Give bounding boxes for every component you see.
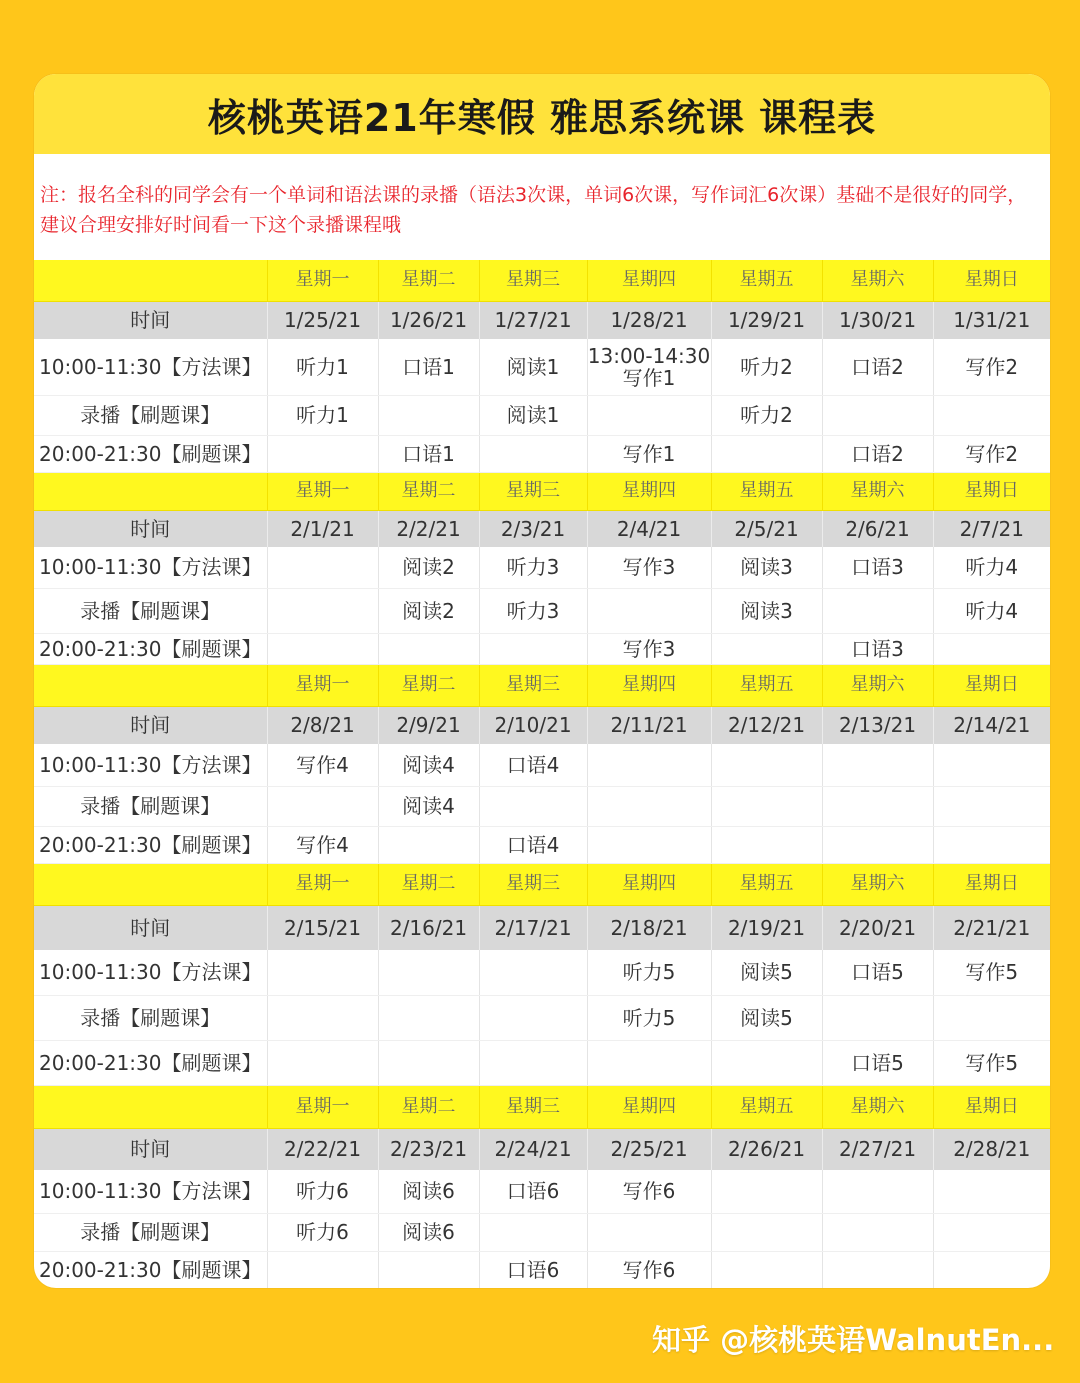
date-cell: 1/27/21 [479,301,587,339]
weekday-cell: 星期日 [933,472,1050,510]
session-label-cell: 录播【刷题课】 [34,395,267,435]
date-cell: 2/21/21 [933,905,1050,950]
class-cell [711,1040,822,1085]
class-cell: 写作3 [587,547,711,588]
date-row [34,1128,1050,1170]
header-blank-cell [34,664,267,706]
class-cell [711,786,822,826]
class-cell [933,826,1050,863]
date-cell: 1/29/21 [711,301,822,339]
note-text: 注：报名全科的同学会有一个单词和语法课的录播（语法3次课，单词6次课，写作词汇6次课）基础不是很好的同学，建议合理安排好时间看一下这个录播课程哦 [40,184,1027,236]
class-cell [933,1251,1050,1288]
class-cell: 写作1 [587,435,711,472]
class-cell [822,1170,933,1213]
class-cell: 听力3 [479,588,587,633]
class-cell [378,395,479,435]
class-cell [587,339,711,395]
class-cell [587,588,711,633]
class-cell [267,995,378,1040]
class-cell: 写作5 [933,950,1050,995]
class-cell [933,1213,1050,1251]
class-cell: 阅读2 [378,547,479,588]
session-label-cell: 20:00-21:30【刷题课】 [34,1251,267,1288]
date-cell: 2/5/21 [711,510,822,547]
date-cell: 2/4/21 [587,510,711,547]
time-label-cell: 时间 [34,905,267,950]
class-cell [479,950,587,995]
class-cell: 听力3 [479,547,587,588]
weekday-cell: 星期五 [711,472,822,510]
class-cell [378,826,479,863]
class-cell [933,744,1050,786]
date-cell: 2/12/21 [711,706,822,744]
weekday-cell: 星期三 [479,664,587,706]
class-cell [378,995,479,1040]
weekday-cell: 星期六 [822,472,933,510]
weekday-cell: 星期二 [378,1085,479,1128]
class-cell [267,1040,378,1085]
class-cell: 听力5 [587,995,711,1040]
class-cell [711,744,822,786]
class-cell: 口语5 [822,950,933,995]
class-cell [711,826,822,863]
session-label-cell: 10:00-11:30【方法课】 [34,339,267,395]
class-cell: 阅读3 [711,588,822,633]
date-cell: 2/28/21 [933,1128,1050,1170]
date-cell: 2/11/21 [587,706,711,744]
class-cell [479,435,587,472]
session-row [34,395,1050,435]
class-cell: 听力6 [267,1170,378,1213]
class-cell [587,826,711,863]
weekday-cell: 星期日 [933,863,1050,905]
class-cell: 阅读2 [378,588,479,633]
class-cell [587,744,711,786]
header-blank-cell [34,472,267,510]
weekday-cell: 星期二 [378,664,479,706]
date-cell: 2/7/21 [933,510,1050,547]
session-row [34,435,1050,472]
date-cell: 2/17/21 [479,905,587,950]
date-cell: 2/27/21 [822,1128,933,1170]
date-cell: 1/31/21 [933,301,1050,339]
weekday-cell: 星期六 [822,1085,933,1128]
class-cell [378,1040,479,1085]
date-row [34,301,1050,339]
weekday-cell: 星期四 [587,863,711,905]
date-cell: 2/25/21 [587,1128,711,1170]
class-cell [267,633,378,664]
weekday-cell: 星期四 [587,260,711,301]
class-cell: 听力6 [267,1213,378,1251]
class-cell [933,786,1050,826]
weekday-cell: 星期三 [479,260,587,301]
class-cell [479,1213,587,1251]
date-cell: 2/20/21 [822,905,933,950]
class-cell: 口语1 [378,339,479,395]
session-row [34,744,1050,786]
date-cell: 2/24/21 [479,1128,587,1170]
class-cell [822,826,933,863]
class-cell: 写作2 [933,435,1050,472]
header-blank-cell [34,1085,267,1128]
date-cell: 2/2/21 [378,510,479,547]
class-cell-line: 13:00-14:30 [587,343,711,368]
class-cell: 口语3 [822,547,933,588]
session-label-cell: 10:00-11:30【方法课】 [34,950,267,995]
date-cell: 1/26/21 [378,301,479,339]
class-cell [378,1251,479,1288]
class-cell [822,588,933,633]
class-cell [822,786,933,826]
class-cell [711,633,822,664]
date-cell: 1/28/21 [587,301,711,339]
class-cell: 写作4 [267,744,378,786]
class-cell [587,1040,711,1085]
class-cell: 阅读4 [378,786,479,826]
session-row [34,950,1050,995]
date-cell: 2/9/21 [378,706,479,744]
weekday-cell: 星期二 [378,260,479,301]
date-cell: 2/8/21 [267,706,378,744]
session-label-cell: 录播【刷题课】 [34,1213,267,1251]
class-cell: 口语4 [479,744,587,786]
session-label-cell: 录播【刷题课】 [34,995,267,1040]
weekday-cell: 星期二 [378,472,479,510]
class-cell [479,995,587,1040]
class-cell [933,1170,1050,1213]
class-cell [267,1251,378,1288]
class-cell [822,1251,933,1288]
session-row [34,826,1050,863]
class-cell: 口语5 [822,1040,933,1085]
session-label-cell: 20:00-21:30【刷题课】 [34,633,267,664]
class-cell: 听力2 [711,395,822,435]
session-row [34,1213,1050,1251]
class-cell [933,633,1050,664]
class-cell: 阅读4 [378,744,479,786]
class-cell [587,786,711,826]
class-cell: 写作5 [933,1040,1050,1085]
session-row [34,1170,1050,1213]
date-cell: 2/19/21 [711,905,822,950]
weekday-cell: 星期六 [822,863,933,905]
session-row [34,547,1050,588]
weekday-cell: 星期六 [822,260,933,301]
weekday-cell: 星期三 [479,863,587,905]
weekday-cell: 星期四 [587,1085,711,1128]
class-cell: 阅读6 [378,1170,479,1213]
session-label-cell: 10:00-11:30【方法课】 [34,1170,267,1213]
class-cell: 阅读5 [711,995,822,1040]
class-cell: 写作6 [587,1251,711,1288]
class-cell [711,1251,822,1288]
session-label-cell: 10:00-11:30【方法课】 [34,744,267,786]
date-cell: 2/18/21 [587,905,711,950]
watermark: 知乎 @核桃英语WalnutEn... [652,1323,1055,1357]
class-cell: 阅读3 [711,547,822,588]
class-cell: 口语2 [822,435,933,472]
session-label-cell: 20:00-21:30【刷题课】 [34,435,267,472]
class-cell: 阅读6 [378,1213,479,1251]
weekday-cell: 星期日 [933,260,1050,301]
page-title: 核桃英语21年寒假 雅思系统课 课程表 [207,95,877,140]
weekday-cell: 星期三 [479,472,587,510]
session-label-cell: 录播【刷题课】 [34,786,267,826]
class-cell [822,995,933,1040]
class-cell-line: 写作1 [622,365,676,390]
weekday-cell: 星期一 [267,260,378,301]
class-cell: 听力1 [267,395,378,435]
weekday-cell: 星期四 [587,664,711,706]
class-cell: 听力4 [933,588,1050,633]
date-cell: 2/3/21 [479,510,587,547]
time-label-cell: 时间 [34,1128,267,1170]
class-cell: 阅读5 [711,950,822,995]
time-label-cell: 时间 [34,510,267,547]
class-cell: 听力5 [587,950,711,995]
session-row [34,633,1050,664]
session-row [34,339,1050,395]
class-cell: 写作3 [587,633,711,664]
time-label-cell: 时间 [34,706,267,744]
class-cell [587,395,711,435]
session-label-cell: 10:00-11:30【方法课】 [34,547,267,588]
date-cell: 2/16/21 [378,905,479,950]
class-cell: 听力2 [711,339,822,395]
weekday-cell: 星期一 [267,1085,378,1128]
class-cell [479,633,587,664]
weekday-header-row [34,664,1050,706]
class-cell [378,633,479,664]
class-cell [933,395,1050,435]
class-cell [933,995,1050,1040]
schedule-table [34,260,1050,1288]
date-cell: 1/25/21 [267,301,378,339]
weekday-cell: 星期五 [711,260,822,301]
weekday-cell: 星期三 [479,1085,587,1128]
class-cell [587,1213,711,1251]
class-cell: 阅读1 [479,339,587,395]
header-blank-cell [34,260,267,301]
class-cell: 口语6 [479,1170,587,1213]
class-cell: 口语1 [378,435,479,472]
class-cell [711,1213,822,1251]
weekday-header-row [34,863,1050,905]
class-cell [822,1213,933,1251]
class-cell [267,950,378,995]
date-row [34,905,1050,950]
title-bar [34,74,1050,154]
weekday-cell: 星期一 [267,863,378,905]
weekday-cell: 星期一 [267,472,378,510]
weekday-cell: 星期日 [933,1085,1050,1128]
schedule-card [34,74,1050,1288]
session-row [34,995,1050,1040]
class-cell [479,786,587,826]
date-cell: 1/30/21 [822,301,933,339]
session-row [34,1251,1050,1288]
class-cell [711,1170,822,1213]
class-cell [267,786,378,826]
class-cell: 写作2 [933,339,1050,395]
weekday-header-row [34,260,1050,301]
weekday-header-row [34,472,1050,510]
weekday-cell: 星期五 [711,664,822,706]
class-cell [378,950,479,995]
date-cell: 2/14/21 [933,706,1050,744]
class-cell: 写作4 [267,826,378,863]
session-label-cell: 20:00-21:30【刷题课】 [34,1040,267,1085]
date-row [34,706,1050,744]
weekday-cell: 星期五 [711,1085,822,1128]
class-cell [822,744,933,786]
weekday-cell: 星期日 [933,664,1050,706]
time-label-cell: 时间 [34,301,267,339]
class-cell: 口语4 [479,826,587,863]
class-cell [822,395,933,435]
class-cell [267,435,378,472]
session-row [34,786,1050,826]
date-cell: 2/1/21 [267,510,378,547]
class-cell: 阅读1 [479,395,587,435]
class-cell: 写作6 [587,1170,711,1213]
weekday-cell: 星期五 [711,863,822,905]
session-row [34,1040,1050,1085]
class-cell: 听力1 [267,339,378,395]
weekday-cell: 星期六 [822,664,933,706]
class-cell [267,588,378,633]
class-cell: 口语6 [479,1251,587,1288]
header-blank-cell [34,863,267,905]
date-cell: 2/15/21 [267,905,378,950]
session-label-cell: 录播【刷题课】 [34,588,267,633]
session-label-cell: 20:00-21:30【刷题课】 [34,826,267,863]
date-cell: 2/26/21 [711,1128,822,1170]
date-cell: 2/10/21 [479,706,587,744]
class-cell: 口语3 [822,633,933,664]
date-cell: 2/22/21 [267,1128,378,1170]
class-cell: 听力4 [933,547,1050,588]
date-cell: 2/13/21 [822,706,933,744]
class-cell: 口语2 [822,339,933,395]
class-cell [267,547,378,588]
weekday-header-row [34,1085,1050,1128]
weekday-cell: 星期一 [267,664,378,706]
session-row [34,588,1050,633]
weekday-cell: 星期二 [378,863,479,905]
class-cell [711,435,822,472]
date-cell: 2/6/21 [822,510,933,547]
date-row [34,510,1050,547]
date-cell: 2/23/21 [378,1128,479,1170]
weekday-cell: 星期四 [587,472,711,510]
class-cell [479,1040,587,1085]
